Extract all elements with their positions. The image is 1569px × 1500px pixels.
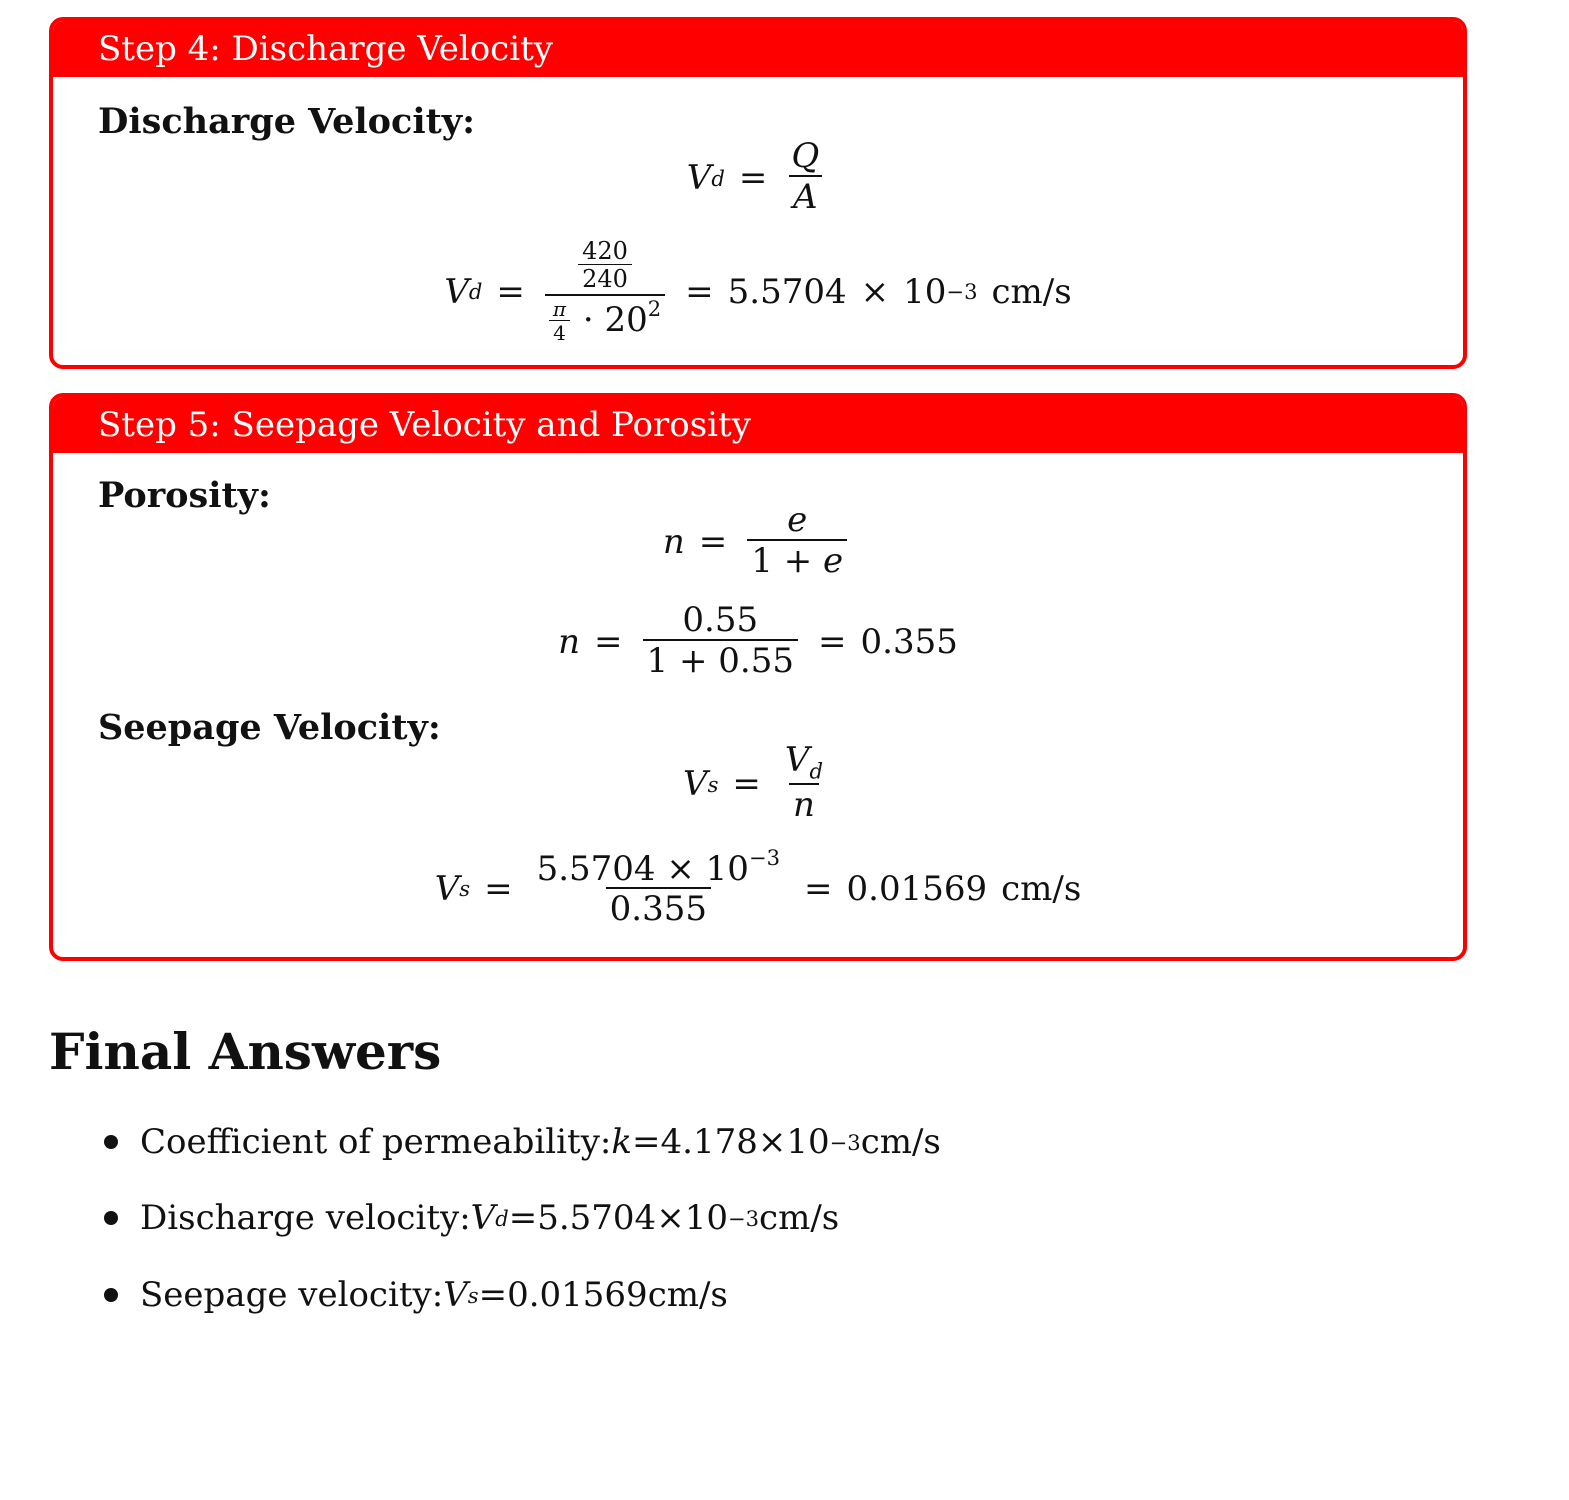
answer-item-discharge: Discharge velocity: V d = 5.5704 × 10 −3 cm/s <box>104 1198 839 1238</box>
step4-box <box>49 17 1467 369</box>
step4-subheading: Discharge Velocity: <box>98 101 476 142</box>
step5-box <box>49 393 1467 961</box>
porosity-fraction: $\frac{0.55}{1 + 0.55}$ <box>643 603 798 681</box>
answer-item-seepage: Seepage velocity: V s = 0.01569 cm/s <box>104 1275 728 1315</box>
seepage-calculation: V s = $\frac{5.5704 \times 10^{-3}}{0.355}$ = 0.01569 cm/s <box>434 845 1082 930</box>
final-answers-title: Final Answers <box>49 1022 442 1081</box>
porosity-heading: Porosity: <box>98 475 271 516</box>
fraction-q-over-a: $\frac{Q}{A}$ <box>787 139 823 217</box>
step5-header: Step 5: Seepage Velocity and Porosity <box>53 397 1463 453</box>
porosity-formula: n = $\frac{e}{1 + e}$ <box>53 503 1463 581</box>
seepage-heading: Seepage Velocity: <box>98 707 441 748</box>
bullet-icon <box>104 1211 118 1225</box>
bullet-icon <box>104 1288 118 1302</box>
discharge-main-fraction: $\frac{420}{240}$ $\frac{\pi}{4}$ · $20^2$ <box>545 239 665 345</box>
discharge-formula: V d = $\frac{Q}{A}$ <box>53 139 1463 217</box>
answer-item-permeability: Coefficient of permeability: k = 4.178 × 10 −3 cm/s <box>104 1122 941 1162</box>
discharge-calculation: V d = $\frac{420}{240}$ $\frac{\pi}{4}$ · $20^2$ = 5.5704 × 10 −3 cm/s <box>444 237 1072 345</box>
step4-header: Step 4: Discharge Velocity <box>53 21 1463 77</box>
fraction-e-over-1-plus-e: $\frac{e}{1 + e}$ <box>747 503 847 581</box>
flow-rate-fraction: $\frac{420}{240}$ <box>578 239 632 294</box>
fraction-vd-over-n: $\frac{V_d}{n}$ <box>784 740 823 825</box>
seepage-formula: V s = $\frac{V_d}{n}$ <box>53 743 1463 825</box>
pi-over-four: $\frac{\pi}{4}$ <box>549 299 570 345</box>
porosity-calculation: n = $\frac{0.55}{1 + 0.55}$ = 0.355 <box>558 600 958 681</box>
seepage-fraction: $\frac{5.5704 \times 10^{-3}}{0.355}$ <box>536 845 781 930</box>
bullet-icon <box>104 1135 118 1149</box>
